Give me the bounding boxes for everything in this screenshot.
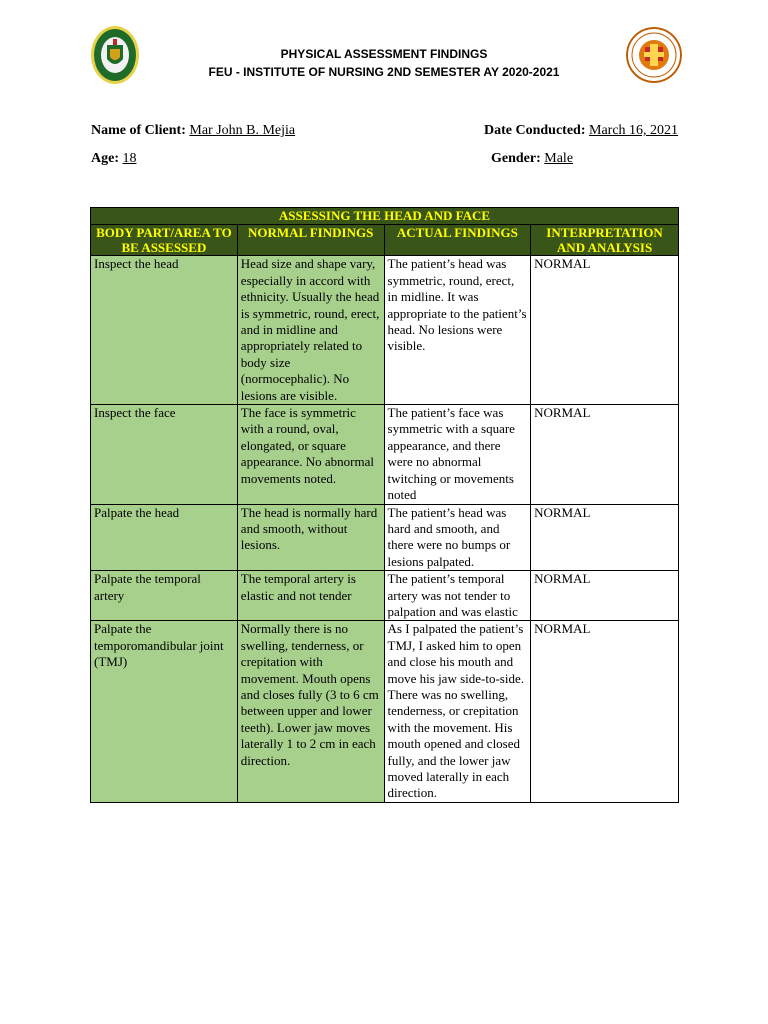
interpretation-cell: NORMAL xyxy=(531,256,679,405)
actual-findings-cell: The patient’s head was hard and smooth, and there were no bumps or lesions palpated. xyxy=(384,504,531,571)
table-caption: ASSESSING THE HEAD AND FACE xyxy=(91,208,679,225)
table-row xyxy=(91,256,679,405)
column-header-interpretation: INTERPRETATION AND ANALYSIS xyxy=(531,225,679,256)
table-row xyxy=(91,571,679,621)
column-header-actual-findings: ACTUAL FINDINGS xyxy=(384,225,531,256)
table-row xyxy=(91,405,679,504)
body-part-cell: Palpate the temporal artery xyxy=(91,571,238,621)
table-header-row xyxy=(91,225,679,256)
date-conducted-value: March 16, 2021 xyxy=(589,123,679,138)
actual-findings-cell: The patient’s head was symmetric, round, erect, in midline. It was appropriate to the patient’s head. No lesions were visible. xyxy=(384,256,531,405)
body-part-cell: Palpate the head xyxy=(91,504,238,571)
normal-findings-cell: Normally there is no swelling, tenderness, or crepitation with movement. Mouth opens and closes fully (3 to 6 cm between upper and lower teeth). Lower jaw moves laterally 1 to 2 cm in each direction. xyxy=(237,621,384,802)
body-part-cell: Inspect the face xyxy=(91,405,238,504)
interpretation-cell: NORMAL xyxy=(531,405,679,504)
normal-findings-cell: The head is normally hard and smooth, without lesions. xyxy=(237,504,384,571)
assessment-table xyxy=(90,207,679,803)
gender-field xyxy=(491,151,573,167)
document-title: PHYSICAL ASSESSMENT FINDINGS xyxy=(280,47,488,61)
column-header-body-part: BODY PART/AREA TO BE ASSESSED xyxy=(91,225,238,256)
actual-findings-cell: The patient’s temporal artery was not tender to palpation and was elastic xyxy=(384,571,531,621)
column-header-normal-findings: NORMAL FINDINGS xyxy=(237,225,384,256)
date-conducted-field xyxy=(484,123,678,139)
document-subtitle: FEU - INSTITUTE OF NURSING 2ND SEMESTER AY 2020-2021 xyxy=(208,65,560,79)
gender-value: Male xyxy=(544,151,574,166)
body-part-cell: Inspect the head xyxy=(91,256,238,405)
normal-findings-cell: The temporal artery is elastic and not tender xyxy=(237,571,384,621)
normal-findings-cell: The face is symmetric with a round, oval, elongated, or square appearance. No abnormal movements noted. xyxy=(237,405,384,504)
body-part-cell: Palpate the temporomandibular joint (TMJ) xyxy=(91,621,238,802)
gender-label: Gender: xyxy=(491,151,541,166)
actual-findings-cell: The patient’s face was symmetric with a square appearance, and there were no abnormal twitching or movements noted xyxy=(384,405,531,504)
client-name-field xyxy=(91,123,295,139)
client-name-label: Name of Client: xyxy=(91,123,186,138)
interpretation-cell: NORMAL xyxy=(531,621,679,802)
actual-findings-cell: As I palpated the patient’s TMJ, I asked him to open and close his mouth and move his jaw side-to-side. There was no swelling, tenderness, or crepitation with the movement. His mouth opened and closed fully, and the lower jaw moved laterally in each direction. xyxy=(384,621,531,802)
table-row xyxy=(91,621,679,802)
interpretation-cell: NORMAL xyxy=(531,571,679,621)
table-caption-row xyxy=(91,208,679,225)
table-row xyxy=(91,504,679,571)
date-conducted-label: Date Conducted: xyxy=(484,123,586,138)
client-name-value: Mar John B. Mejia xyxy=(189,123,296,138)
age-value: 18 xyxy=(122,151,137,166)
interpretation-cell: NORMAL xyxy=(531,504,679,571)
age-field xyxy=(91,151,137,167)
age-label: Age: xyxy=(91,151,119,166)
normal-findings-cell: Head size and shape vary, especially in accord with ethnicity. Usually the head is symmetric, round, erect, and in midline and appropriately related to body size (normocephalic). No lesions are visible. xyxy=(237,256,384,405)
